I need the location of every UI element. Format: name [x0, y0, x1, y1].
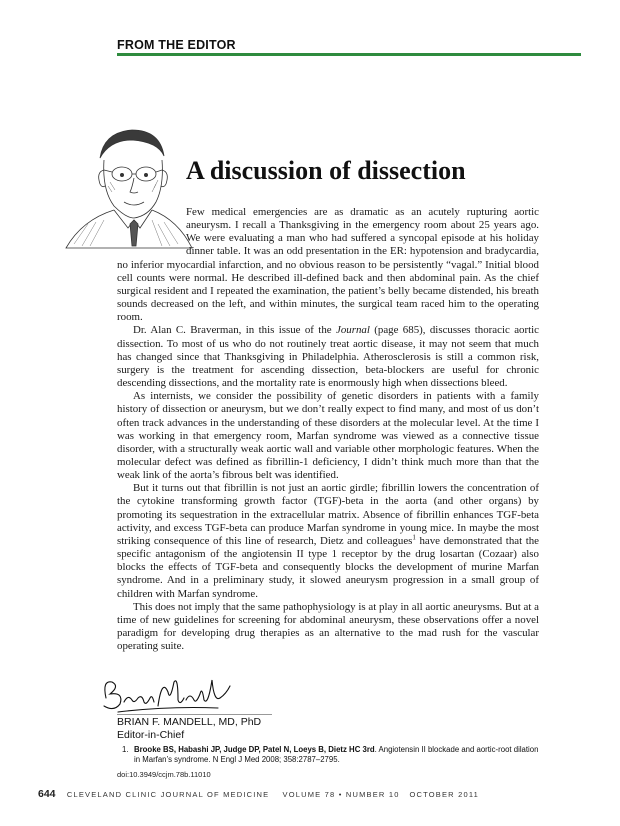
- body-paragraph: [117, 324, 539, 390]
- reference-text: [122, 745, 542, 765]
- author-name: BRIAN F. MANDELL, MD, PhD: [117, 716, 262, 728]
- paragraph-text: But it turns out that fibrillin is not just an aortic girdle; fibrillin lowers the concentration of the cytokine transforming growth factor (TGF)-beta in the aorta (and other organs) by promoting its sequestration in the extracellular matrix. Absence of fibrillin enhances TGF-beta activity, and excess TGF-beta can produce Marfan syndrome in young mice. In maybe the most striking consequence of this line of research, Dietz and colleagues: [117, 482, 539, 547]
- paragraph-text: have demonstrated that the specific antagonism of the angiotensin II type 1 receptor by the drug losartan (Cozaar) also blocks the effects of TGF-beta and consequently blocks the development of murine Marfan syndrome. And in a preliminary study, it slowed aneurysm progression in a small group of children with Marfan syndrome.: [117, 534, 539, 600]
- reference-marker: 1: [412, 533, 416, 542]
- section-label: FROM THE EDITOR: [117, 38, 236, 52]
- author-block: [117, 716, 261, 742]
- body-paragraph: This does not imply that the same pathophysiology is at play in all aortic aneurysms. But at a time of new guidelines for screening for abdominal aneurysm, these observations offer a novel paradigm for developing drug therapies as an alternative to the mad rush for the vascular operating suite.: [117, 600, 539, 653]
- paragraph-text: Dr. Alan C. Braverman, in this issue of the: [133, 324, 336, 337]
- doi: doi:10.3949/ccjm.78b.11010: [117, 770, 211, 779]
- body-paragraph: [117, 482, 539, 600]
- issue-date: OCTOBER 2011: [409, 790, 479, 799]
- reference-authors: Brooke BS, Habashi JP, Judge DP, Patel N, Loeys B, Dietz HC 3rd: [134, 745, 375, 754]
- volume: VOLUME 78: [282, 790, 336, 799]
- signature-line: [117, 714, 272, 715]
- article-title: A discussion of dissection: [186, 156, 466, 185]
- article-body: [117, 206, 539, 653]
- section-divider: [117, 53, 581, 56]
- signature-image: [98, 672, 248, 716]
- reference-number: 1.: [122, 745, 129, 754]
- reference-details: . Angiotensin II blockade and aortic-root dilation in Marfan’s syndrome. N Engl J Med 2008; 358:2787–2795.: [134, 745, 539, 764]
- page-number: 644: [38, 788, 56, 800]
- journal-name-footer: CLEVELAND CLINIC JOURNAL OF MEDICINE: [66, 790, 270, 799]
- journal-name: Journal: [335, 324, 370, 337]
- reference-item: [122, 745, 542, 765]
- page-footer: [38, 788, 479, 800]
- references: [122, 745, 542, 765]
- body-paragraph: Few medical emergencies are as dramatic as an acutely rupturing aortic aneurysm. I recall a Thanksgiving in the emergency room about 25 years ago. We were evaluating a man who had suffered a syncopal episode at his holiday dinner table. It was an odd presentation in the ER: hypotension and bradycardia, no inferior myocardial infarction, and no obvious reason to be persistently “vagal.” Initial blood cell counts were normal. He described ill-defined back and then abdominal pain. As the chief surgical resident and I repeated the examination, the patient’s belly became distended, his breath sounds decreased on the left, and within minutes, the surgical team raced him to the operating room.: [117, 206, 539, 324]
- issue-number: NUMBER 10: [345, 790, 400, 799]
- portrait-wrap-spacer: [117, 206, 186, 246]
- paragraph-text: (page 685), discusses thoracic aortic dissection. To most of us who do not routinely treat aortic disease, it may not seem that much has changed since that Thanksgiving in Philadelphia. Atherosclerosis is still a common risk, surgery is the treatment for ascending dissection, beta-blockers are useful for chronic descending dissections, and the mortality rate is enormously high when dissections bleed.: [117, 324, 539, 390]
- footer-separator: •: [338, 790, 343, 799]
- body-paragraph: As internists, we consider the possibility of genetic disorders in patients with a family history of dissection or aneurysm, but we don’t really expect to find many, and most of us don’t often track advances in the understanding of these disorders at the molecular level. At the time I was working in that emergency room, Marfan syndrome was viewed as a connective tissue disorder, with a structurally weak aortic wall and variable other morphologic features. When the molecular defect was defined as fibrillin-1 deficiency, I didn’t think much more than that the weak link of the aorta’s fibrous belt was identified.: [117, 390, 539, 482]
- author-role: Editor-in-Chief: [117, 729, 185, 741]
